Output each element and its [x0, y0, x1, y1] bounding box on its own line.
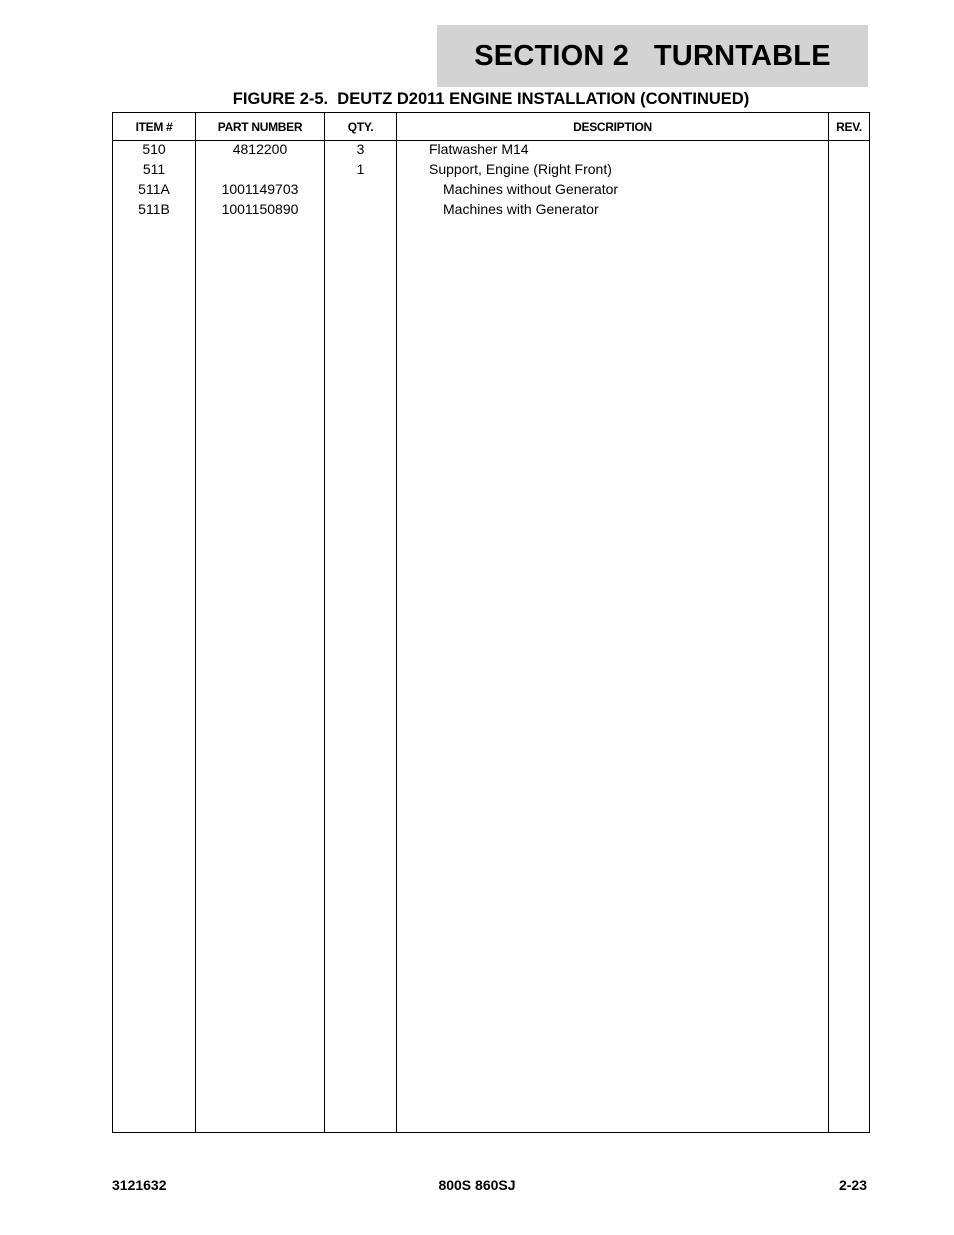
- table-row: [113, 179, 869, 199]
- column-divider: [195, 113, 196, 1132]
- part-number: 1001150890: [221, 201, 299, 217]
- revision: [829, 139, 869, 159]
- column-header-description: DESCRIPTION: [573, 119, 652, 134]
- item-number: 510: [142, 141, 166, 157]
- footer-page-number: 2-23: [838, 1177, 867, 1193]
- description: Machines with Generator: [443, 201, 599, 217]
- figure-title: FIGURE 2-5. DEUTZ D2011 ENGINE INSTALLATION (CONTINUED): [232, 90, 750, 108]
- item-number: 511A: [138, 181, 170, 197]
- column-divider: [396, 113, 397, 1132]
- table-row: [113, 199, 869, 219]
- item-number: 511: [142, 161, 166, 177]
- part-number: 4812200: [232, 141, 288, 157]
- table-row: [113, 159, 869, 179]
- column-header-item: ITEM #: [135, 119, 173, 134]
- table-row: [113, 139, 869, 159]
- part-number: [196, 159, 324, 179]
- quantity: 1: [356, 161, 365, 177]
- parts-table: [112, 112, 870, 1133]
- revision: [829, 159, 869, 179]
- revision: [829, 179, 869, 199]
- column-header-part-number: PART NUMBER: [217, 119, 303, 134]
- column-divider: [324, 113, 325, 1132]
- quantity: [325, 199, 396, 219]
- column-divider: [828, 113, 829, 1132]
- section-header-banner: [437, 25, 868, 87]
- description: Support, Engine (Right Front): [429, 161, 612, 177]
- quantity: [325, 179, 396, 199]
- part-number: 1001149703: [221, 181, 299, 197]
- footer-doc-number: 3121632: [112, 1177, 167, 1193]
- column-header-rev: REV.: [836, 119, 862, 134]
- quantity: 3: [356, 141, 365, 157]
- description: Machines without Generator: [443, 181, 619, 197]
- footer-model: 800S 860SJ: [438, 1177, 516, 1193]
- description: Flatwasher M14: [429, 141, 529, 157]
- column-header-qty: QTY.: [347, 119, 374, 134]
- section-title: SECTION 2 TURNTABLE: [474, 39, 831, 72]
- revision: [829, 199, 869, 219]
- item-number: 511B: [138, 201, 170, 217]
